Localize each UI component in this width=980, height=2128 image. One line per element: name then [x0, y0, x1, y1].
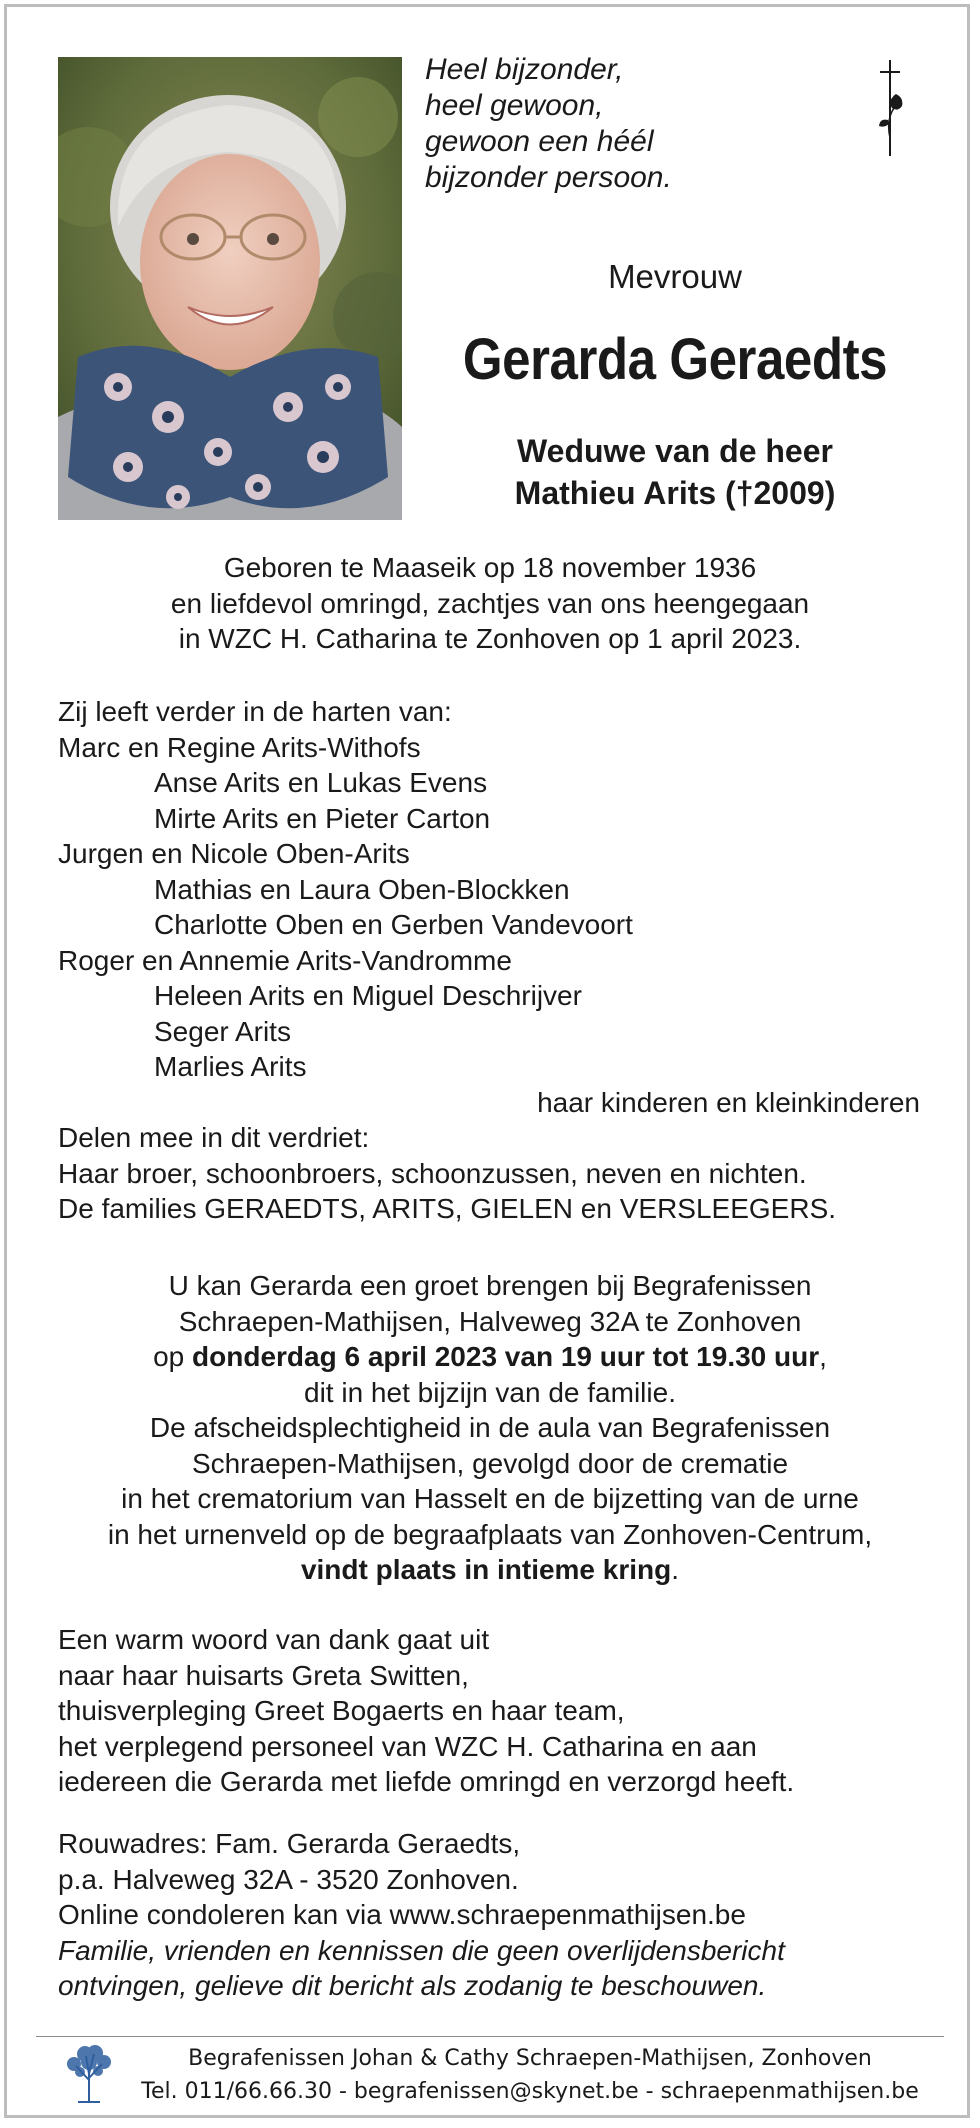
ceremony-privacy: vindt plaats in intieme kring	[300, 1554, 672, 1585]
notice-line: ontvingen, gelieve dit bericht als zodanig te beschouwen.	[58, 1970, 767, 2001]
address-section	[0, 1826, 980, 2004]
family-child: Heleen Arits en Miguel Deschrijver	[154, 980, 582, 1011]
spouse-line: Weduwe van de heer	[517, 433, 833, 469]
birth-line: in WZC H. Catharina te Zonhoven op 1 april 2023.	[178, 623, 802, 654]
family-child: Charlotte Oben en Gerben Vandevoort	[154, 909, 633, 940]
spouse-line: Mathieu Arits (†2009)	[514, 475, 836, 511]
footer-divider	[36, 2036, 944, 2037]
poem	[425, 52, 825, 196]
cross-with-rose-icon	[872, 58, 908, 163]
ceremony-line: Schraepen-Mathijsen, gevolgd door de crematie	[191, 1447, 789, 1479]
ceremony-line	[0, 1552, 980, 1588]
ceremony-line	[0, 1339, 980, 1375]
family-parents: Marc en Regine Arits-Withofs	[58, 731, 421, 763]
ceremony-line: Schraepen-Mathijsen, Halveweg 32A te Zonhoven	[178, 1305, 802, 1337]
poem-line: Heel bijzonder,	[425, 53, 624, 86]
sharing-line: Haar broer, schoonbroers, schoonzussen, neven en nichten.	[58, 1157, 807, 1189]
portrait-photo	[58, 57, 402, 520]
ceremony-text: .	[671, 1554, 680, 1585]
address-line: p.a. Halveweg 32A - 3520 Zonhoven.	[58, 1863, 519, 1895]
family-child: Seger Arits	[154, 1015, 291, 1047]
ceremony-line: dit in het bijzijn van de familie.	[304, 1376, 676, 1408]
spouse-info	[410, 430, 940, 514]
condolence-link[interactable]: Online condoleren kan via www.schraepenmathijsen.be	[58, 1899, 746, 1930]
birth-death-section	[0, 550, 980, 657]
ceremony-line: in het urnenveld op de begraafplaats van Zonhoven-Centrum,	[107, 1518, 873, 1550]
footer-contact[interactable]: Tel. 011/66.66.30 - begrafenissen@skynet.be - schraepenmathijsen.be	[141, 2079, 919, 2104]
ceremony-line: in het crematorium van Hasselt en de bijzetting van de urne	[121, 1483, 859, 1514]
ceremony-text: op	[153, 1341, 193, 1372]
visitation-date: donderdag 6 april 2023 van 19 uur tot 19.30 uur	[192, 1341, 820, 1372]
deceased-name: Gerarda Geraedts	[462, 327, 888, 392]
family-child: Anse Arits en Lukas Evens	[154, 767, 488, 798]
survivors-intro: Zij leeft verder in de harten van:	[58, 696, 452, 727]
footer	[120, 2042, 940, 2108]
thanks-line: iedereen die Gerarda met liefde omringd en verzorgd heeft.	[58, 1766, 795, 1797]
ceremony-section	[0, 1268, 980, 1588]
poem-line: heel gewoon,	[425, 89, 604, 122]
sharing-line: De families GERAEDTS, ARITS, GIELEN en VERSLEEGERS.	[58, 1193, 837, 1224]
poem-line: gewoon een héél	[425, 125, 654, 158]
honorific: Mevrouw	[608, 258, 742, 295]
address-line: Rouwadres: Fam. Gerarda Geraedts,	[58, 1828, 521, 1859]
tree-logo-icon	[62, 2044, 116, 2109]
ceremony-line: De afscheidsplechtigheid in de aula van Begrafenissen	[149, 1412, 831, 1443]
family-child: Mathias en Laura Oben-Blockken	[154, 873, 570, 905]
survivors-closing: haar kinderen en kleinkinderen	[537, 1086, 920, 1118]
birth-line: en liefdevol omringd, zachtjes van ons heengegaan	[170, 587, 810, 619]
notice-line: Familie, vrienden en kennissen die geen overlijdensbericht	[58, 1934, 785, 1966]
family-child: Marlies Arits	[154, 1051, 307, 1082]
family-parents: Roger en Annemie Arits-Vandromme	[58, 944, 512, 976]
thanks-line: naar haar huisarts Greta Switten,	[58, 1659, 469, 1691]
thanks-section	[0, 1622, 980, 1800]
poem-line: bijzonder persoon.	[425, 161, 672, 194]
family-child: Mirte Arits en Pieter Carton	[154, 802, 491, 834]
birth-line: Geboren te Maaseik op 18 november 1936	[223, 552, 757, 583]
ceremony-text: ,	[819, 1341, 827, 1372]
sharing-line: Delen mee in dit verdriet:	[58, 1122, 370, 1153]
thanks-line: thuisverpleging Greet Bogaerts en haar team,	[58, 1695, 625, 1726]
thanks-line: het verplegend personeel van WZC H. Catharina en aan	[58, 1730, 757, 1762]
ceremony-line: U kan Gerarda een groet brengen bij Begrafenissen	[168, 1270, 812, 1301]
family-parents: Jurgen en Nicole Oben-Arits	[58, 838, 410, 869]
survivors-section	[0, 694, 980, 1227]
thanks-line: Een warm woord van dank gaat uit	[58, 1624, 490, 1655]
footer-company: Begrafenissen Johan & Cathy Schraepen-Mathijsen, Zonhoven	[188, 2046, 872, 2071]
